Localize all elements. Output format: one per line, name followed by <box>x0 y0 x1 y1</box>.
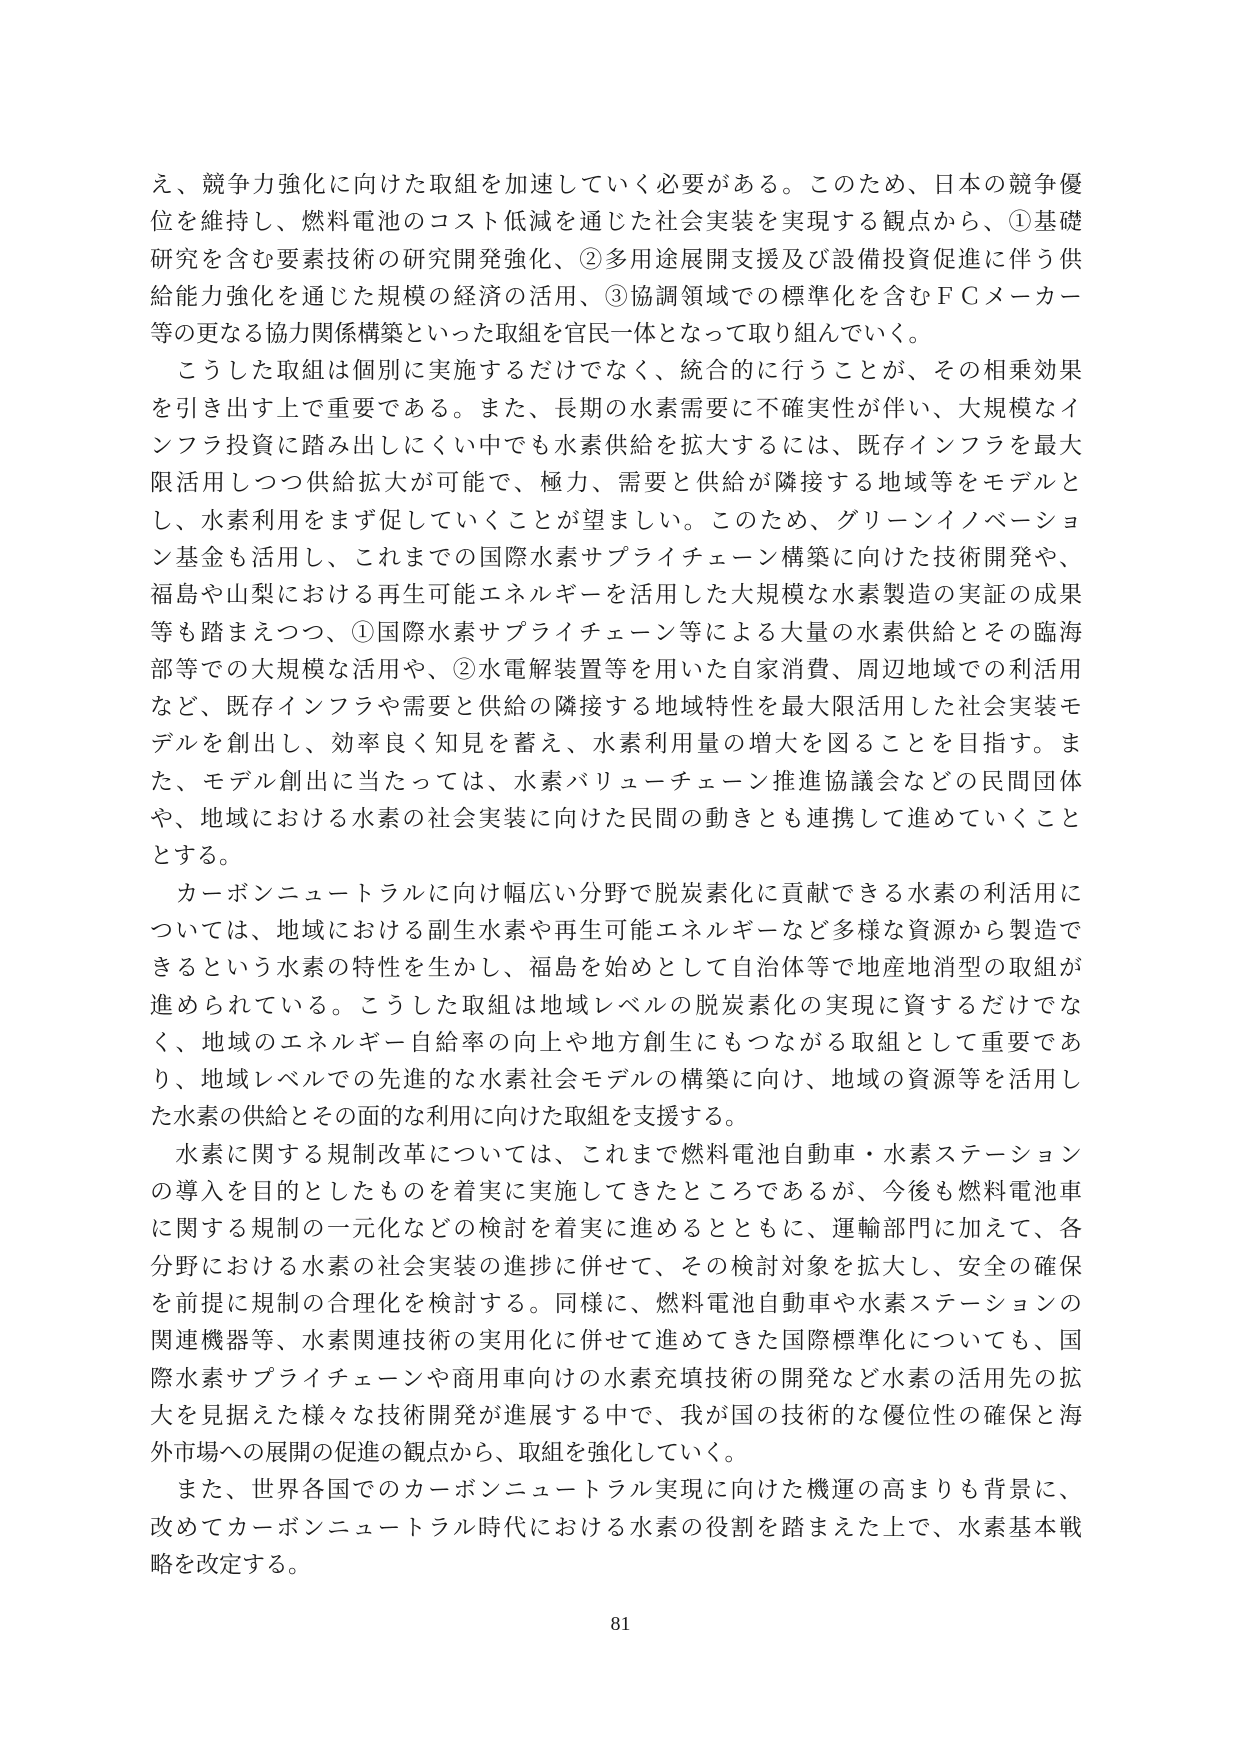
text-line: 際水素サプライチェーンや商用車向けの水素充填技術の開発など水素の活用先の拡 <box>150 1365 1082 1392</box>
text-line: に関する規制の一元化などの検討を着実に進めるとともに、運輸部門に加えて、各 <box>150 1216 1082 1243</box>
text-line: 大を見据えた様々な技術開発が進展する中で、我が国の技術的な優位性の確保と海 <box>150 1402 1082 1429</box>
text-line: や、地域における水素の社会実装に向けた民間の動きとも連携して進めていくこと <box>150 806 1082 833</box>
text-line: 略を改定する。 <box>150 1551 311 1578</box>
text-line: きるという水素の特性を生かし、福島を始めとして自治体等で地産地消型の取組が <box>150 955 1082 982</box>
text-line: 分野における水素の社会実装の進捗に併せて、その検討対象を拡大し、安全の確保 <box>150 1253 1082 1280</box>
text-line: ついては、地域における副生水素や再生可能エネルギーなど多様な資源から製造で <box>150 917 1082 944</box>
text-line: を引き出す上で重要である。また、長期の水素需要に不確実性が伴い、大規模なイ <box>150 395 1082 422</box>
text-line: 等の更なる協力関係構築といった取組を官民一体となって取り組んでいく。 <box>150 321 932 348</box>
text-line: た水素の供給とその面的な利用に向けた取組を支援する。 <box>150 1104 748 1131</box>
text-line: 関連機器等、水素関連技術の実用化に併せて進めてきた国際標準化についても、国 <box>150 1328 1082 1355</box>
text-line: り、地域レベルでの先進的な水素社会モデルの構築に向け、地域の資源等を活用し <box>150 1067 1082 1094</box>
text-line: た、モデル創出に当たっては、水素バリューチェーン推進協議会などの民間団体 <box>150 768 1082 795</box>
text-line: 等も踏まえつつ、①国際水素サプライチェーン等による大量の水素供給とその臨海 <box>150 619 1082 646</box>
text-line: く、地域のエネルギー自給率の向上や地方創生にもつながる取組として重要であ <box>150 1029 1082 1056</box>
text-line: ンフラ投資に踏み出しにくい中でも水素供給を拡大するには、既存インフラを最大 <box>150 433 1082 460</box>
text-line: 限活用しつつ供給拡大が可能で、極力、需要と供給が隣接する地域等をモデルと <box>150 470 1082 497</box>
page-number: 81 <box>610 1613 631 1635</box>
text-line: 福島や山梨における再生可能エネルギーを活用した大規模な水素製造の実証の成果 <box>150 582 1082 609</box>
text-line: の導入を目的としたものを着実に実施してきたところであるが、今後も燃料電池車 <box>150 1179 1082 1206</box>
text-line: とする。 <box>150 843 242 870</box>
text-line: カーボンニュートラルに向け幅広い分野で脱炭素化に貢献できる水素の利活用に <box>150 880 1082 907</box>
text-line: 進められている。こうした取組は地域レベルの脱炭素化の実現に資するだけでな <box>150 992 1082 1019</box>
text-line: 研究を含む要素技術の研究開発強化、②多用途展開支援及び設備投資促進に伴う供 <box>150 246 1082 273</box>
text-line: こうした取組は個別に実施するだけでなく、統合的に行うことが、その相乗効果 <box>150 358 1082 385</box>
text-line: 改めてカーボンニュートラル時代における水素の役割を踏まえた上で、水素基本戦 <box>150 1514 1082 1541</box>
text-line: し、水素利用をまず促していくことが望ましい。このため、グリーンイノベーショ <box>150 507 1082 534</box>
text-line: を前提に規制の合理化を検討する。同様に、燃料電池自動車や水素ステーションの <box>150 1290 1082 1317</box>
body-text <box>150 167 1082 1584</box>
text-line: 水素に関する規制改革については、これまで燃料電池自動車・水素ステーション <box>150 1141 1082 1168</box>
text-line: など、既存インフラや需要と供給の隣接する地域特性を最大限活用した社会実装モ <box>150 694 1082 721</box>
text-line: また、世界各国でのカーボンニュートラル実現に向けた機運の高まりも背景に、 <box>150 1477 1082 1504</box>
text-line: え、競争力強化に向けた取組を加速していく必要がある。このため、日本の競争優 <box>150 172 1082 198</box>
text-line: ン基金も活用し、これまでの国際水素サプライチェーン構築に向けた技術開発や、 <box>150 544 1082 571</box>
text-line: 位を維持し、燃料電池のコスト低減を通じた社会実装を実現する観点から、①基礎 <box>150 209 1082 236</box>
text-line: 外市場への展開の促進の観点から、取組を強化していく。 <box>150 1440 748 1467</box>
text-line: 部等での大規模な活用や、②水電解装置等を用いた自家消費、周辺地域での利活用 <box>150 656 1082 683</box>
text-line: デルを創出し、効率良く知見を蓄え、水素利用量の増大を図ることを目指す。ま <box>150 731 1082 758</box>
text-line: 給能力強化を通じた規模の経済の活用、③協調領域での標準化を含むＦＣメーカー <box>150 283 1082 310</box>
